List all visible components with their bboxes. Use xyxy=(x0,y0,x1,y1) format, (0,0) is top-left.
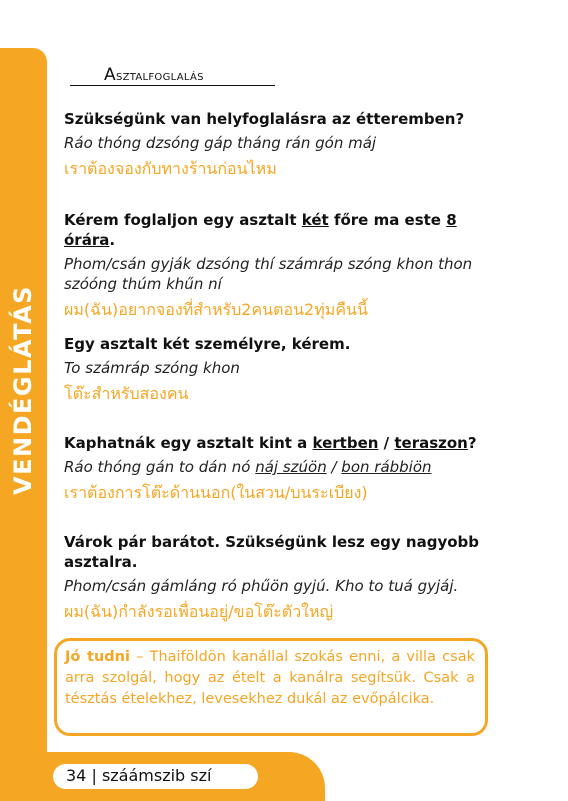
text-part: Kérem foglaljon egy asztalt xyxy=(64,211,302,229)
phrase-entry-5 xyxy=(64,532,504,623)
variable-word: náj szúön xyxy=(255,458,327,476)
title-initial: A xyxy=(104,65,116,85)
phrase-entry-4 xyxy=(64,433,504,504)
footer-text: száámszib szí xyxy=(101,766,212,785)
text-part: ? xyxy=(467,434,477,452)
hungarian-phrase: Egy asztalt két személyre, kérem. xyxy=(64,335,351,353)
text-part: Ráo thóng gán to dán nó xyxy=(64,458,256,476)
tip-body: – Thaiföldön kanállal szokás enni, a villa csak arra szolgál, hogy az ételt a kanálra segítsük. Csak a tésztás ételekhez, levesekhez dukál az evőpálcika. xyxy=(65,649,475,707)
phonetic-phrase: Phom/csán gámláng ró phűön gyjú. Kho to tuá gyjáj. xyxy=(64,577,459,595)
title-rest: sztalfoglalás xyxy=(115,68,204,84)
thai-phrase: ผม(ฉัน)กำลังรอเพื่อนอยู่/ขอโต๊ะตัวใหญ่ xyxy=(64,602,334,621)
phonetic-phrase: Ráo thóng dzsóng gáp tháng rán gón máj xyxy=(64,134,377,152)
variable-word: két xyxy=(301,211,329,229)
phonetic-phrase: Phom/csán gyják dzsóng thí számráp szóng khon thon szóóng thúm khűn ní xyxy=(64,255,473,293)
thai-phrase: โต๊ะสำหรับสองคน xyxy=(64,384,189,403)
hungarian-phrase xyxy=(64,433,504,453)
thai-phrase: เราต้องจองกับทางร้านก่อนไหม xyxy=(64,159,277,178)
text-part: . xyxy=(109,231,116,249)
text-part: / xyxy=(378,434,395,452)
variable-word: kertben xyxy=(312,434,379,452)
hungarian-phrase xyxy=(64,210,504,250)
variable-word: bon rábbiön xyxy=(341,458,432,476)
tip-label: Jó tudni xyxy=(65,649,130,665)
text-part: Kaphatnák egy asztalt kint a xyxy=(64,434,313,452)
thai-phrase: เราต้องการโต๊ะด้านนอก(ในสวน/บนระเบียง) xyxy=(64,483,368,502)
section-label: VENDÉGLÁTÁS xyxy=(9,285,37,495)
tip-text xyxy=(65,647,475,710)
phonetic-phrase xyxy=(64,457,504,477)
thai-phrase: ผม(ฉัน)อยากจองที่สำหรับ2คนตอน2ทุ่มคืนนี้ xyxy=(64,300,368,319)
title-rule xyxy=(70,85,275,86)
variable-word: 8 órára xyxy=(64,211,457,249)
phrase-entry-1 xyxy=(64,109,504,180)
variable-word: teraszon xyxy=(394,434,468,452)
hungarian-phrase: Szükségünk van helyfoglalásra az étteremben? xyxy=(64,110,465,128)
phrase-entry-3 xyxy=(64,334,504,405)
phrase-entry-2 xyxy=(64,210,504,321)
text-part: / xyxy=(326,458,342,476)
page-number: 34 xyxy=(66,766,87,785)
hungarian-phrase: Várok pár barátot. Szükségünk lesz egy nagyobb asztalra. xyxy=(64,533,480,571)
text-part: főre ma este xyxy=(328,211,447,229)
footer-separator: | xyxy=(91,766,97,785)
page-footer xyxy=(66,766,211,785)
phonetic-phrase: To számráp szóng khon xyxy=(64,359,240,377)
page-title xyxy=(104,65,204,85)
